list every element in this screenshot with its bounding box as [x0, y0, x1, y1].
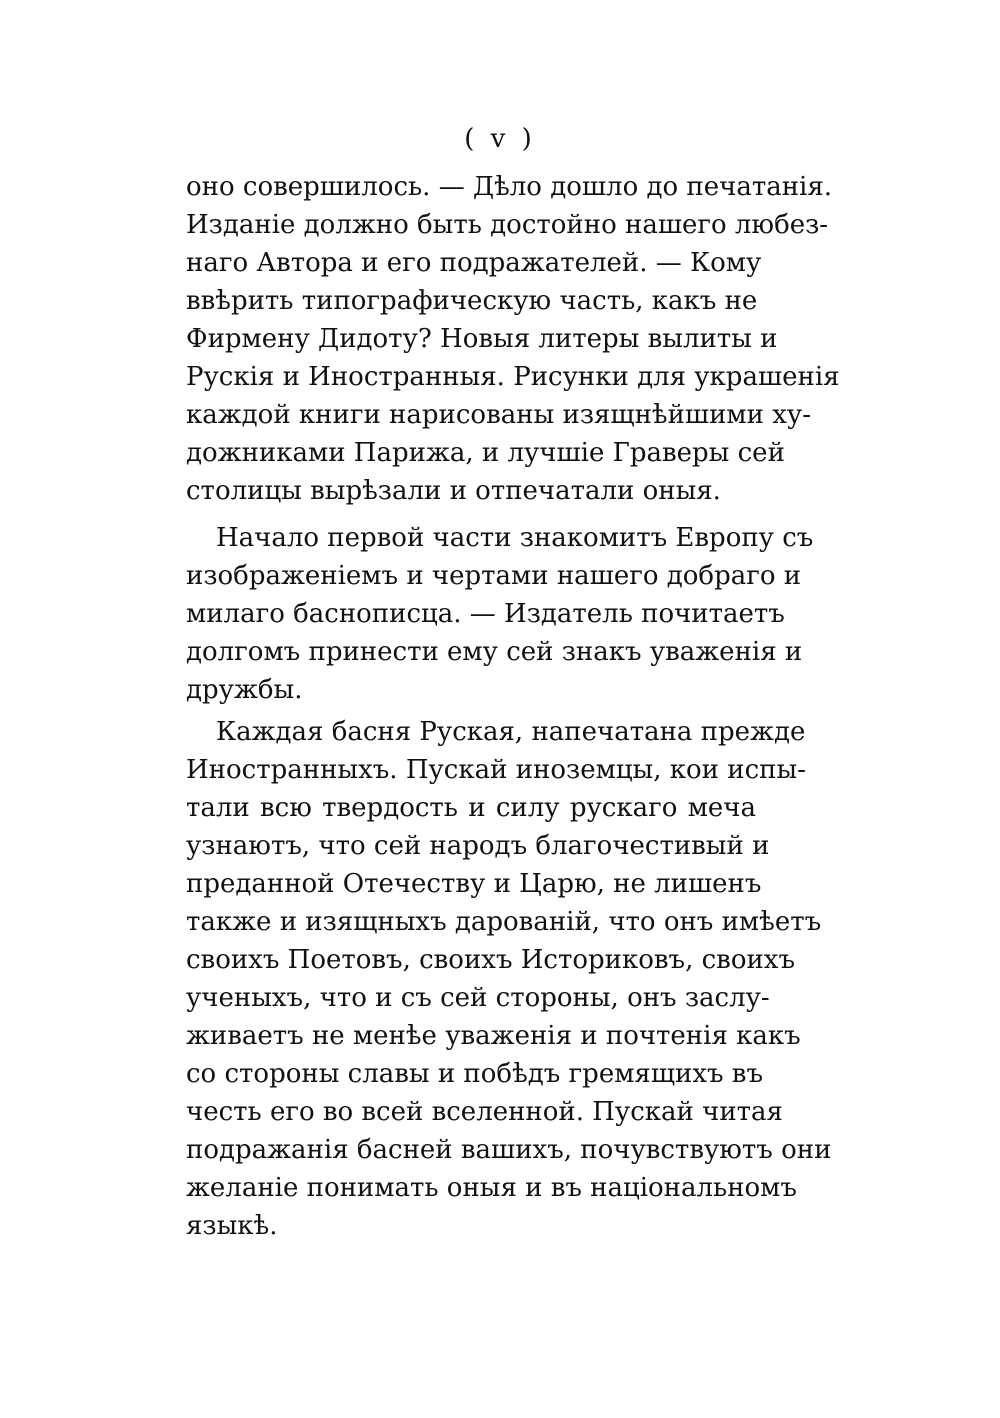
text-line: наго Автора и его подражателей. — Кому [186, 248, 762, 278]
text-line: живаетъ не менѣе уваженія и почтенія какъ [186, 1021, 801, 1051]
text-line: тали всю твердость и силу рускаго меча [186, 793, 756, 823]
text-line: Начало первой части знакомитъ Европу съ [216, 523, 814, 553]
text-line: Изданіе должно быть достойно нашего любез- [186, 210, 829, 240]
text-line: ввѣрить типографическую часть, какъ не [186, 286, 758, 316]
text-line: столицы вырѣзали и отпечатали оныя. [186, 476, 721, 506]
text-line: со стороны славы и побѣдъ гремящихъ въ [186, 1059, 763, 1089]
text-line: подражанія басней вашихъ, почувствуютъ они [186, 1135, 832, 1165]
page-number: ( v ) [464, 124, 536, 154]
text-line: узнаютъ, что сей народъ благочестивый и [186, 831, 770, 861]
text-line: Фирмену Дидоту? Новыя литеры вылиты и [186, 324, 778, 354]
text-line: дожниками Парижа, и лучшіе Граверы сей [186, 438, 785, 468]
text-line: долгомъ принести ему сей знакъ уваженія и [186, 637, 803, 667]
text-line: языкѣ. [186, 1211, 278, 1241]
text-line: своихъ Поетовъ, своихъ Историковъ, своихъ [186, 945, 796, 975]
text-line: желаніе понимать оныя и въ національномъ [186, 1173, 797, 1203]
text-line: оно совершилось. — Дѣло дошло до печатанія. [186, 172, 833, 202]
text-line: Иностранныхъ. Пускай иноземцы, кои испы- [186, 755, 806, 785]
text-line: преданной Отечеству и Царю, не лишенъ [186, 869, 762, 899]
text-line: ученыхъ, что и съ сей стороны, онъ заслу- [186, 983, 770, 1013]
text-line: честь его во всей вселенной. Пускай читая [186, 1097, 783, 1127]
text-line: Рускія и Иностранныя. Рисунки для украшенія [186, 362, 840, 392]
text-line: милаго баснописца. — Издатель почитаетъ [186, 599, 785, 629]
text-line: Каждая басня Руская, напечатана прежде [216, 717, 806, 747]
text-line: дружбы. [186, 675, 303, 705]
text-line: также и изящныхъ дарованій, что онъ имѣетъ [186, 907, 822, 937]
text-line: каждой книги нарисованы изящнѣйшими ху- [186, 400, 811, 430]
text-line: изображеніемъ и чертами нашего добраго и [186, 561, 802, 591]
